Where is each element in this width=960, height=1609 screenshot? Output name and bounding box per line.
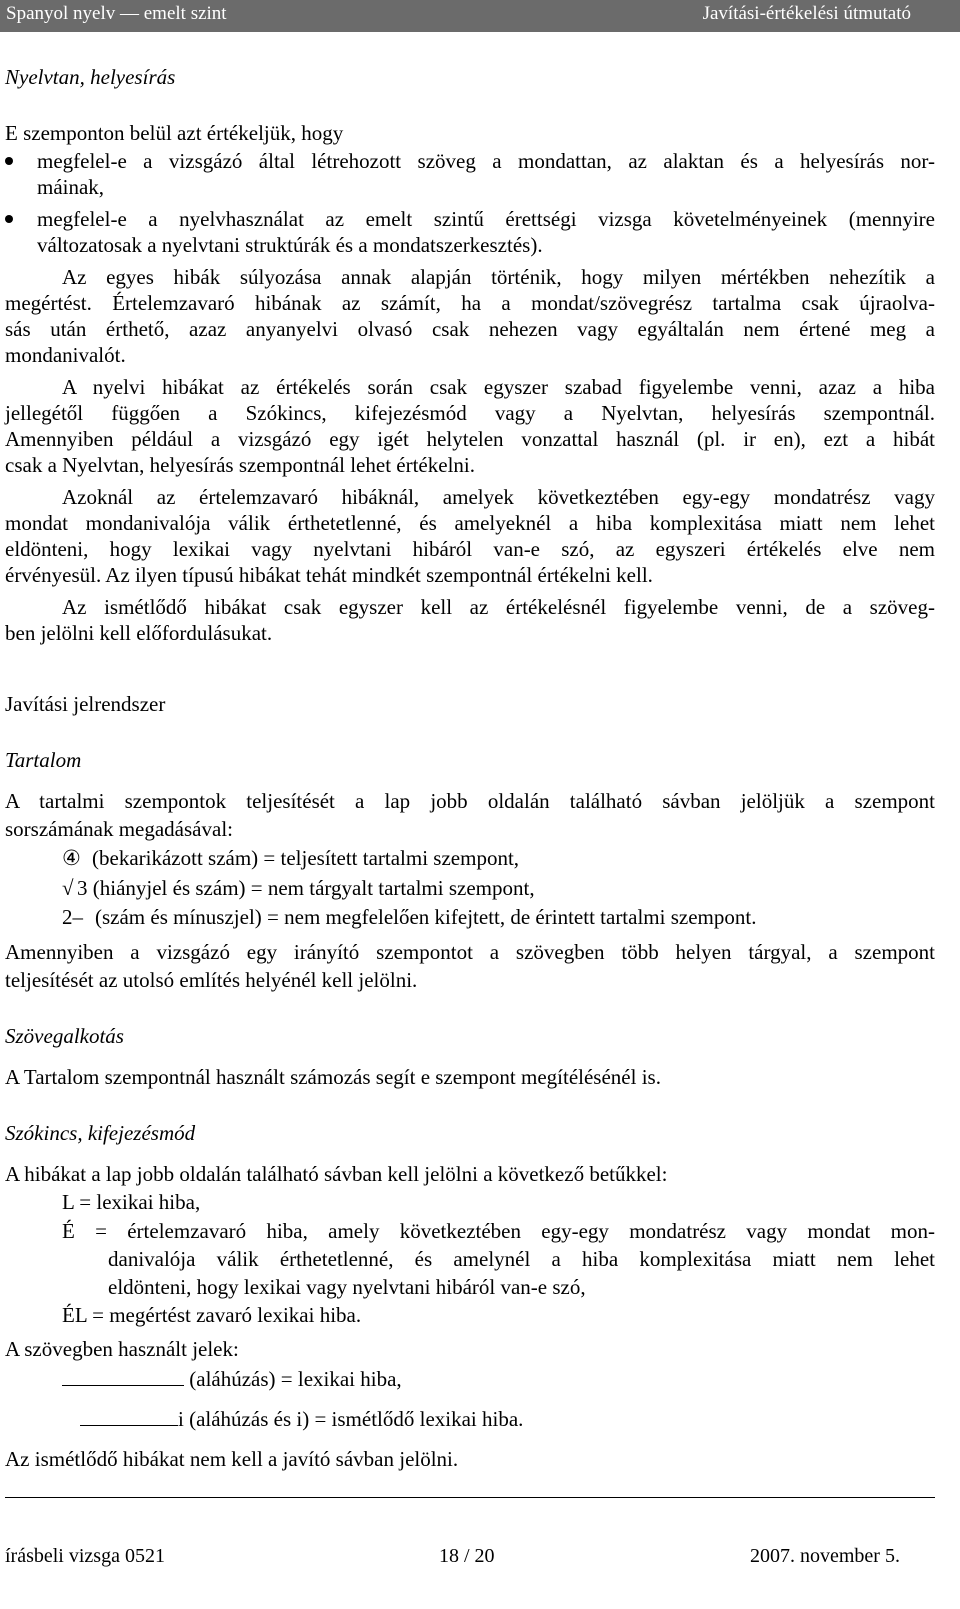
subsection-title-szovegalkotas: Szövegalkotás: [5, 1024, 124, 1048]
bullet-1-line-2: máinak,: [37, 175, 105, 199]
bullet-1-line-1: megfelel-e a vizsgázó által létrehozott szöveg a mondattan, az alaktan és a helyesírás nor-: [37, 149, 935, 173]
mark-minus-desc: (szám és mínuszjel) = nem megfelelően kifejtett, de érintett tartalmi szempont.: [95, 905, 757, 929]
section-title-javitasi: Javítási jelrendszer: [5, 692, 166, 716]
tartalom-line-3: Amennyiben a vizsgázó egy irányító szempontot a szövegben több helyen tárgyal, a szempont: [5, 940, 935, 964]
para-2-line-4: csak a Nyelvtan, helyesírás szempontnál lehet értékelni.: [5, 453, 475, 477]
para-4-line-2: ben jelölni kell előfordulásukat.: [5, 621, 273, 645]
mark-check-desc: 3 (hiányjel és szám) = nem tárgyalt tartalmi szempont,: [77, 876, 535, 900]
code-e-line-1: É = értelemzavaró hiba, amely következtében egy-egy mondatrész vagy mondat mon-: [62, 1219, 935, 1243]
intro-text: E szemponton belül azt értékeljük, hogy: [5, 121, 344, 145]
szovegalkotas-text: A Tartalom szempontnál használt számozás segít e szempont megítélésénél is.: [5, 1065, 661, 1089]
bullet-2-line-2: változatosak a nyelvtani struktúrák és a mondatszerkesztés).: [37, 233, 543, 257]
tartalom-line-2: sorszámának megadásával:: [5, 817, 233, 841]
footer-page-number: 18 / 20: [439, 1545, 495, 1567]
para-1-line-1: Az egyes hibák súlyozása annak alapján történik, hogy milyen mértékben nehezítik a: [62, 265, 935, 289]
sign-underline-row: [62, 1366, 662, 1392]
underline-sample: [62, 1367, 184, 1386]
para-4-line-1: Az ismétlődő hibákat csak egyszer kell az értékelésnél figyelembe venni, de a szöveg-: [62, 595, 935, 619]
tartalom-line-1: A tartalmi szempontok teljesítését a lap jobb oldalán található sávban jelöljük a szempont: [5, 789, 935, 813]
closing-note: Az ismétlődő hibákat nem kell a javító sávban jelölni.: [5, 1447, 459, 1471]
footer-left-text: írásbeli vizsga 0521: [5, 1545, 165, 1567]
para-2-line-1: A nyelvi hibákat az értékelés során csak egyszer szabad figyelembe venni, azaz a hiba: [62, 375, 935, 399]
code-e-line-3: eldönteni, hogy lexikai vagy nyelvtani hibáról van-e szó,: [108, 1275, 586, 1299]
bullet-2-line-1: megfelel-e a nyelvhasználat az emelt szintű érettségi vizsga követelményeinek (mennyire: [37, 207, 935, 231]
header-left-text: Spanyol nyelv — emelt szint: [6, 3, 227, 24]
code-e-line-2: danivalója válik érthetetlenné, és amelynél a hiba komplexitása miatt nem lehet: [108, 1247, 935, 1271]
code-l: L = lexikai hiba,: [62, 1190, 201, 1214]
para-3-line-4: érvényesül. Az ilyen típusú hibákat tehát mindkét szempontnál értékelni kell.: [5, 563, 653, 587]
szokincs-intro: A hibákat a lap jobb oldalán található sávban kell jelölni a következő betűkkel:: [5, 1162, 668, 1186]
header-right-text: Javítási-értékelési útmutató: [702, 3, 911, 24]
section-title-nyelvtan: Nyelvtan, helyesírás: [5, 65, 176, 89]
tartalom-line-4: teljesítését az utolsó említés helyénél kell jelölni.: [5, 968, 418, 992]
para-1-line-4: mondanivalót.: [5, 343, 126, 367]
minus-mark-symbol: 2–: [62, 905, 83, 929]
signs-intro: A szövegben használt jelek:: [5, 1337, 239, 1361]
para-2-line-3: Amennyiben például a vizsgázó egy igét helytelen vonzattal használ (pl. ir en), ezt a hibát: [5, 427, 935, 451]
check-mark-symbol: √: [62, 876, 74, 900]
page-header: [0, 0, 960, 32]
code-el: ÉL = megértést zavaró lexikai hiba.: [62, 1303, 362, 1327]
para-1-line-3: sás után érthető, azaz anyanyelvi olvasó csak nehezen vagy egyáltalán nem értené meg a: [5, 317, 935, 341]
sign-repeat-desc: i (aláhúzás és i) = ismétlődő lexikai hiba.: [178, 1407, 524, 1431]
para-3-line-1: Azoknál az értelemzavaró hibáknál, amelyek következtében egy-egy mondatrész vagy: [62, 485, 935, 509]
underline-sample-repeat: [80, 1407, 178, 1426]
sign-repeat-row: [80, 1406, 680, 1432]
para-1-line-2: megértést. Értelemzavaró hibának az számít, ha a mondat/szövegrész tartalma csak újraolva-: [5, 291, 935, 315]
circled-number-symbol: ④: [62, 846, 81, 870]
sign-underline-desc: (aláhúzás) = lexikai hiba,: [189, 1367, 402, 1391]
para-3-line-2: mondat mondanivalója válik érthetetlenné, és amelyeknél a hiba komplexitása miatt nem lehet: [5, 511, 935, 535]
subsection-title-szokincs: Szókincs, kifejezésmód: [5, 1121, 196, 1145]
subsection-title-tartalom: Tartalom: [5, 748, 82, 772]
footer-date: 2007. november 5.: [750, 1545, 900, 1567]
para-2-line-2: jellegétől függően a Szókincs, kifejezésmód vagy a Nyelvtan, helyesírás szempontnál.: [5, 401, 935, 425]
mark-circled-desc: (bekarikázott szám) = teljesített tartalmi szempont,: [92, 846, 520, 870]
footer-divider: [5, 1497, 935, 1498]
para-3-line-3: eldönteni, hogy lexikai vagy nyelvtani hibáról van-e szó, az egyszeri értékelés elve nem: [5, 537, 935, 561]
